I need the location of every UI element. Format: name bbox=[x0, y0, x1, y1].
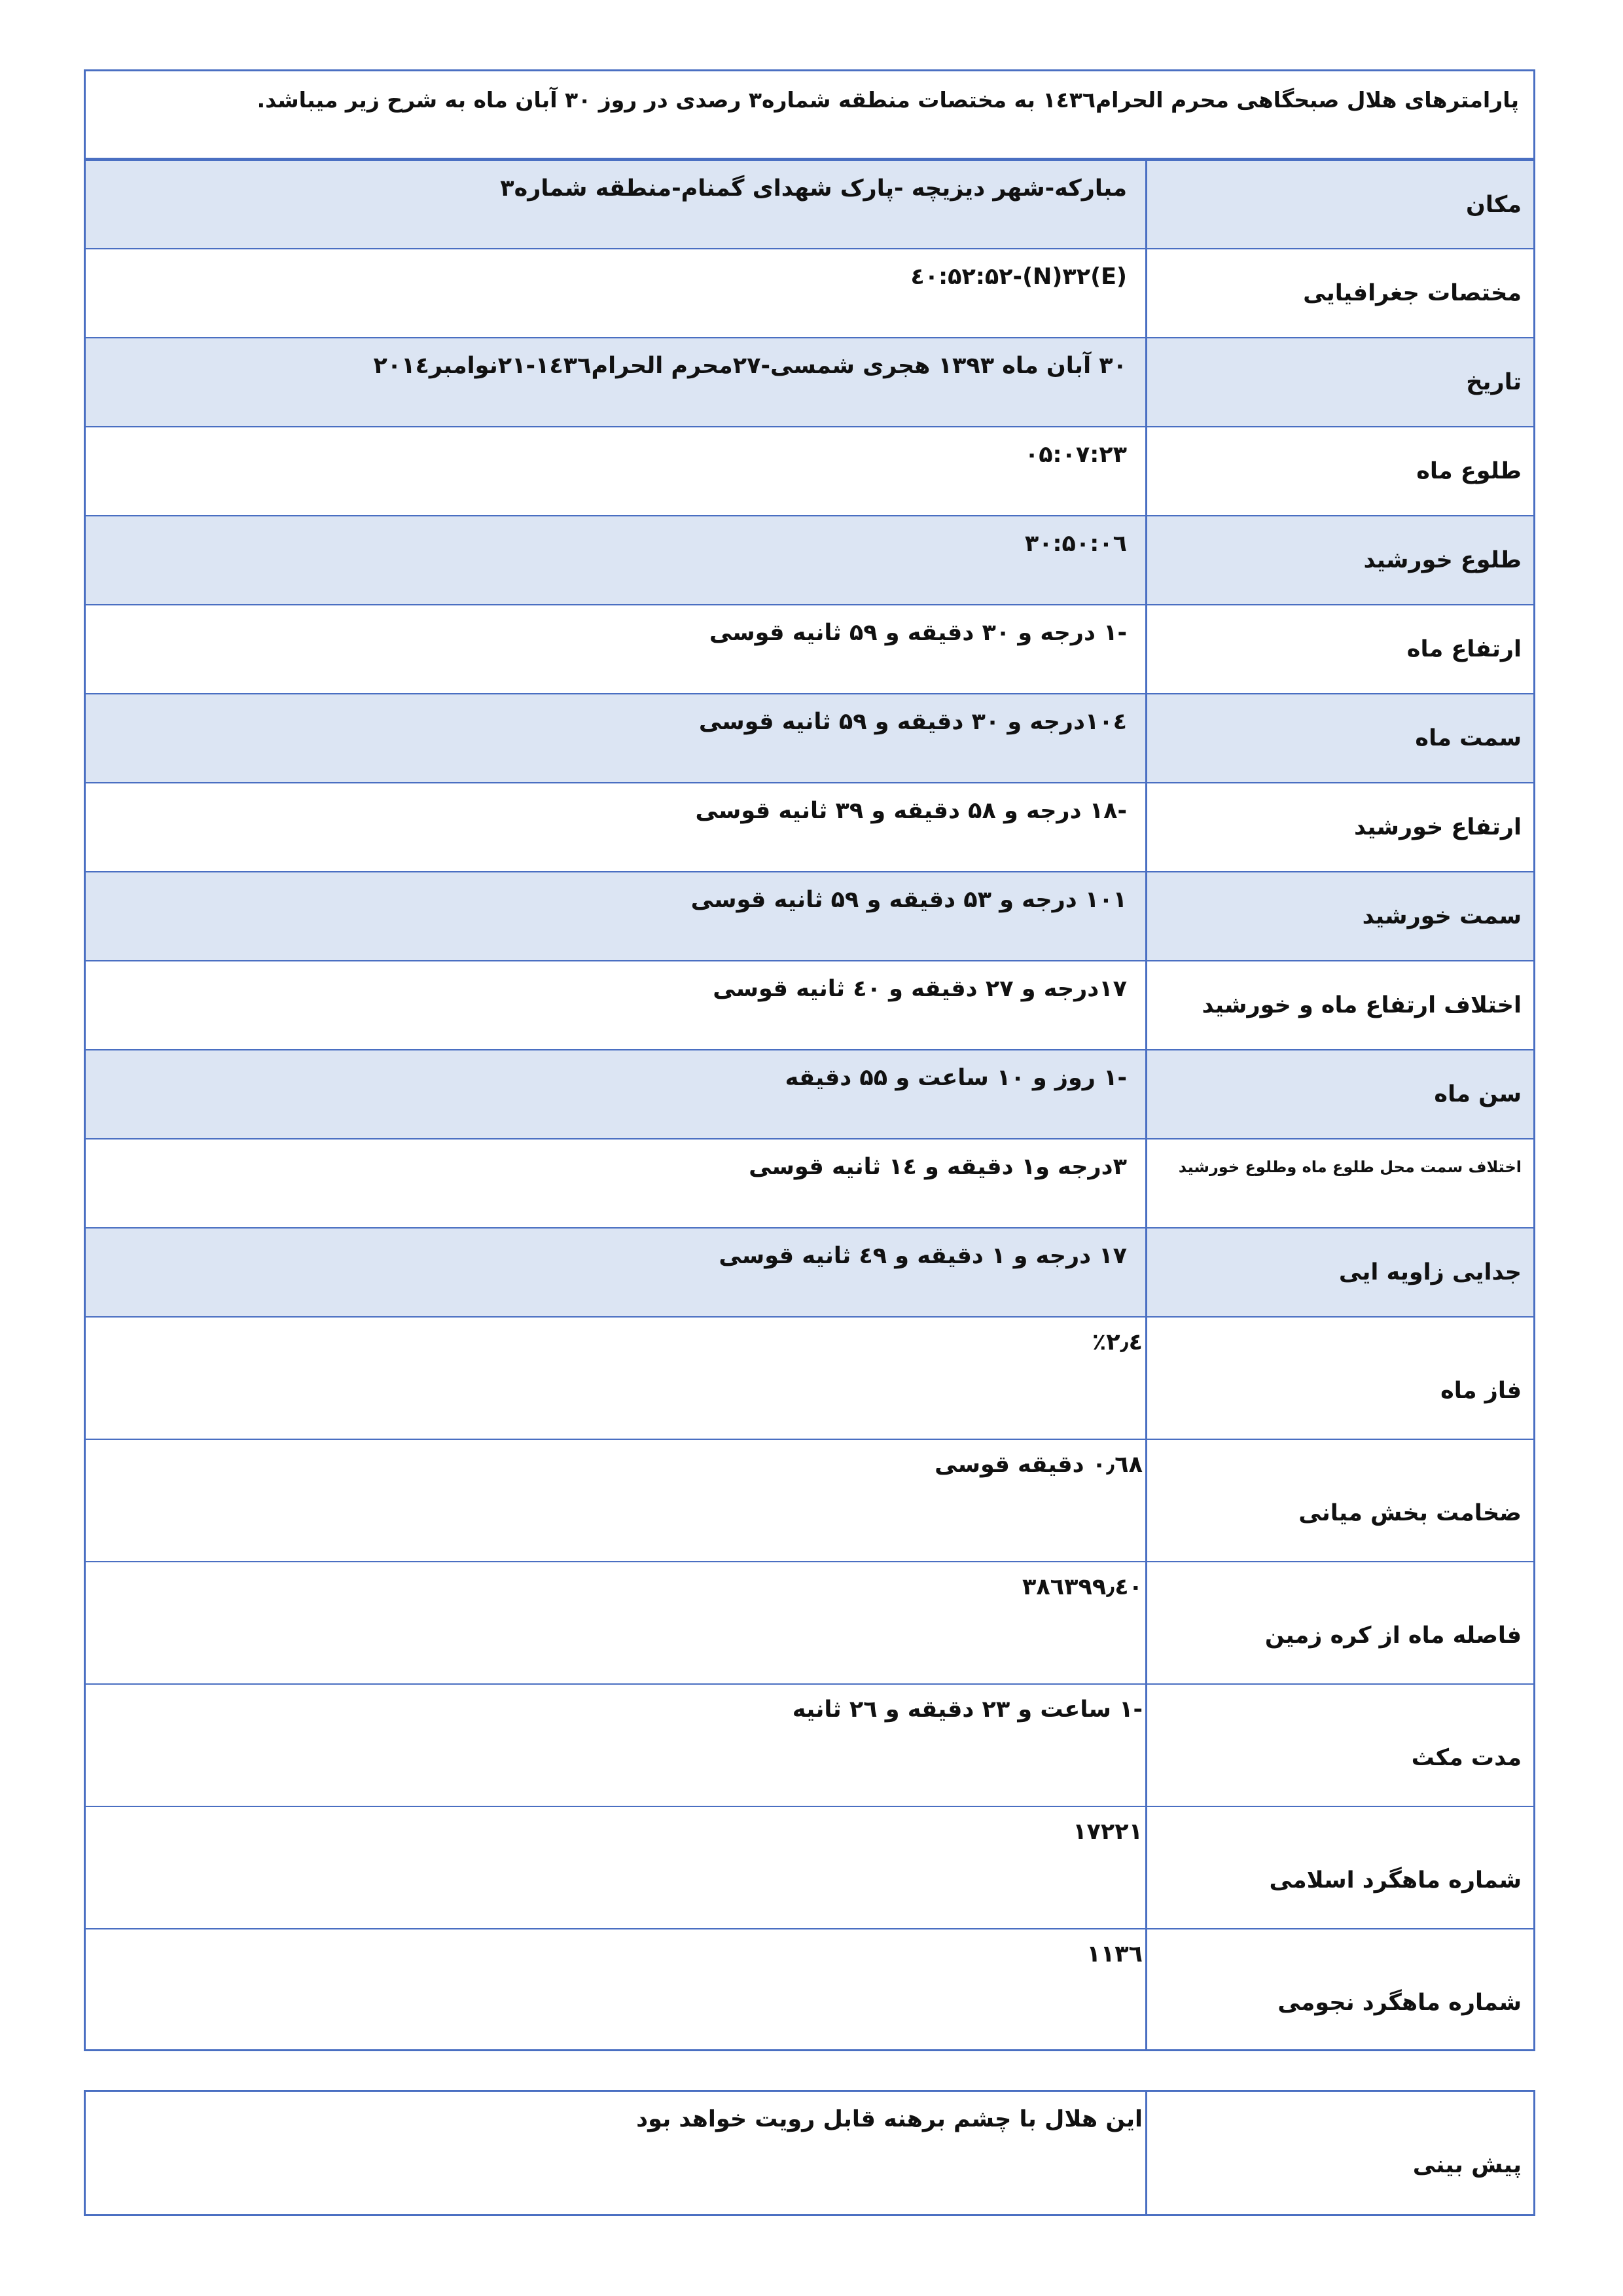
table-row bbox=[86, 1227, 1533, 1316]
table-row bbox=[86, 693, 1533, 782]
row-label: سمت خورشید bbox=[1145, 872, 1533, 960]
row-label: مختصات جغرافیایی bbox=[1145, 249, 1533, 337]
row-label: فاز ماه bbox=[1145, 1318, 1533, 1439]
table-row bbox=[86, 1316, 1533, 1439]
row-value: -۱۸ درجه و ۵۸ دقیقه و ۳۹ ثانیه قوسی bbox=[695, 798, 1127, 824]
parameters-table bbox=[84, 158, 1535, 2051]
row-label: ارتفاع خورشید bbox=[1145, 783, 1533, 871]
table-row bbox=[86, 1049, 1533, 1138]
prediction-value: این هلال با چشم برهنه قابل رویت خواهد بود bbox=[636, 2106, 1143, 2132]
row-label: ضخامت بخش میانی bbox=[1145, 1440, 1533, 1561]
table-row bbox=[86, 1439, 1533, 1561]
row-value: ۱۷درجه و ۲۷ دقیقه و ٤۰ ثانیه قوسی bbox=[713, 976, 1127, 1002]
row-label: اختلاف سمت محل طلوع ماه وطلوع خورشید bbox=[1145, 1139, 1533, 1227]
row-value: ۳۸٦۳۹۹٫٤۰ bbox=[1022, 1574, 1143, 1600]
row-value: ۱۱۳٦ bbox=[1086, 1941, 1143, 1967]
table-row bbox=[86, 515, 1533, 604]
row-label: فاصله ماه از کره زمین bbox=[1145, 1562, 1533, 1683]
row-value: ۱۰٤درجه و ۳۰ دقیقه و ۵۹ ثانیه قوسی bbox=[698, 709, 1127, 735]
table-row bbox=[86, 1683, 1533, 1806]
row-label: مکان bbox=[1145, 161, 1533, 248]
row-label: طلوع ماه bbox=[1145, 427, 1533, 515]
row-value: ۰٫٦۸ دقیقه قوسی bbox=[935, 1452, 1143, 1478]
row-label: مدت مکث bbox=[1145, 1685, 1533, 1806]
table-row bbox=[86, 161, 1533, 248]
row-label: اختلاف ارتفاع ماه و خورشید bbox=[1145, 961, 1533, 1049]
row-value: ۳۰ آبان ماه ۱۳۹۳ هجری شمسی-۲۷محرم الحرام۱٤۳٦-۲۱نوامبر۲۰۱٤ bbox=[373, 353, 1127, 379]
table-row bbox=[86, 1138, 1533, 1227]
row-label: ارتفاع ماه bbox=[1145, 605, 1533, 693]
table-row bbox=[86, 1806, 1533, 1928]
row-value: ۱۷ درجه و ۱ دقیقه و ٤۹ ثانیه قوسی bbox=[719, 1243, 1127, 1269]
table-row bbox=[86, 337, 1533, 426]
prediction-label: پیش بینی bbox=[1145, 2092, 1533, 2214]
table-row bbox=[86, 426, 1533, 515]
table-row bbox=[86, 1561, 1533, 1683]
row-value: ۱۰۱ درجه و ۵۳ دقیقه و ۵۹ ثانیه قوسی bbox=[690, 887, 1127, 913]
table-row bbox=[86, 604, 1533, 693]
row-value: مبارکه-شهر دیزیچه -پارک شهدای گمنام-منطقه شماره۳ bbox=[500, 175, 1127, 202]
table-row bbox=[86, 871, 1533, 960]
row-label: سن ماه bbox=[1145, 1050, 1533, 1138]
row-label: تاریخ bbox=[1145, 338, 1533, 426]
table-row bbox=[86, 960, 1533, 1049]
row-value: ٪۲٫٤ bbox=[1092, 1329, 1143, 1355]
row-value: ۰٦:۳۰:۵۰ bbox=[1024, 531, 1127, 557]
table-row bbox=[86, 248, 1533, 337]
prediction-table bbox=[84, 2090, 1535, 2216]
row-label: طلوع خورشید bbox=[1145, 516, 1533, 604]
row-value: -۱ ساعت و ۲۳ دقیقه و ۲٦ ثانیه bbox=[792, 1696, 1143, 1723]
row-value: -۱ روز و ۱۰ ساعت و ۵۵ دقیقه bbox=[785, 1065, 1127, 1091]
document-title: پارامترهای هلال صبحگاهی محرم الحرام۱٤۳٦ به مختصات منطقه شماره۳ رصدی در روز ۳۰ آبان ماه به شرح زیر میباشد. bbox=[84, 69, 1535, 158]
table-row bbox=[86, 782, 1533, 871]
parameters-document bbox=[84, 69, 1535, 2051]
row-label: سمت ماه bbox=[1145, 694, 1533, 782]
table-row bbox=[86, 1928, 1533, 2049]
row-label: شماره ماهگرد اسلامی bbox=[1145, 1807, 1533, 1928]
row-label: جدایی زاویه ایی bbox=[1145, 1229, 1533, 1316]
row-value: (E)۵۲:۵۲-(N)۳۲:٤۰ bbox=[910, 264, 1127, 290]
row-value: ۰۵:۰۷:۲۳ bbox=[1024, 442, 1127, 468]
row-label: شماره ماهگرد نجومی bbox=[1145, 1929, 1533, 2049]
row-value: ۳درجه و۱ دقیقه و ۱٤ ثانیه قوسی bbox=[749, 1154, 1127, 1180]
row-value: -۱ درجه و ۳۰ دقیقه و ۵۹ ثانیه قوسی bbox=[709, 620, 1127, 646]
row-value: ۱۷۲۲۱ bbox=[1073, 1819, 1143, 1845]
